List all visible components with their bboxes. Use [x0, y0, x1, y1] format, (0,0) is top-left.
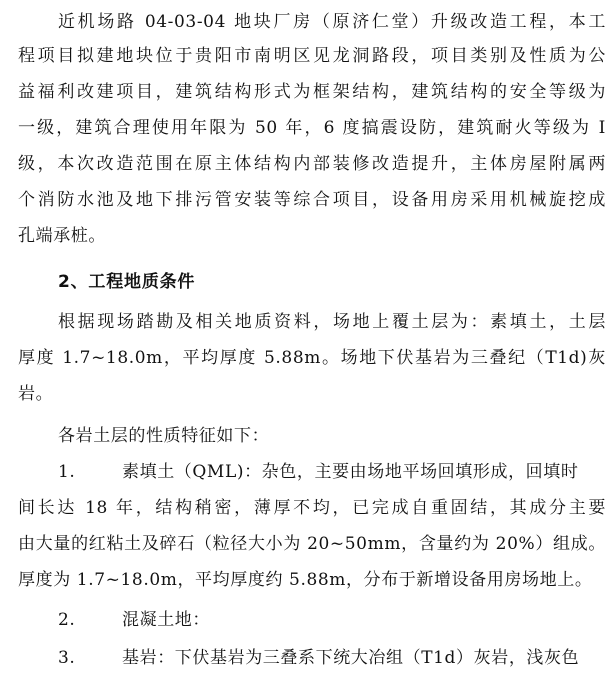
intro-line-2: 程项目拟建地块位于贵阳市南明区见龙洞路段，项目类别及性质为公 [18, 46, 606, 66]
intro-line-4: 一级，建筑合理使用年限为 50 年，6 度搞震设防，建筑耐火等级为 I [18, 118, 606, 138]
list-item-3 [58, 646, 606, 670]
intro-line-6: 个消防水池及地下排污管安装等综合项目，设备用房采用机械旋挖成 [18, 190, 606, 210]
survey-line-1: 根据现场踏勘及相关地质资料，场地上覆土层为：素填土，土层 [58, 312, 606, 332]
list-item-1-line-4: 厚度为 1.7~18.0m，平均厚度约 5.88m，分布于新增设备用房场地上。 [18, 570, 593, 590]
survey-line-2: 厚度 1.7~18.0m，平均厚度 5.88m。场地下伏基岩为三叠纪（T1d)灰 [18, 348, 606, 368]
list-item-text: 素填土（QML)：杂色，主要由场地平场回填形成，回填时 [122, 462, 579, 482]
list-item-1-line-3: 由大量的红粘土及碎石（粒径大小为 20~50mm，含量约为 20%）组成。 [18, 534, 606, 554]
survey-line-3: 岩。 [18, 384, 54, 404]
list-item-text: 基岩：下伏基岩为三叠系下统大冶组（T1d）灰岩，浅灰色 [122, 648, 580, 668]
list-item-1-first-line [58, 460, 606, 484]
list-item-text: 混凝土地： [122, 610, 210, 630]
list-item-number: 3. [58, 648, 76, 668]
list-item-2 [58, 608, 606, 632]
list-item-1-line-2: 间长达 18 年，结构稍密，薄厚不均，已完成自重固结，其成分主要 [18, 498, 606, 518]
intro-line-7: 孔端承桩。 [18, 226, 106, 246]
intro-line-3: 益福利改建项目，建筑结构形式为框架结构，建筑结构的安全等级为 [18, 82, 606, 102]
list-item-number: 1. [58, 462, 76, 482]
layers-intro: 各岩土层的性质特征如下： [58, 426, 270, 446]
intro-line-5: 级，本次改造范围在原主体结构内部装修改造提升，主体房屋附属两 [18, 154, 606, 174]
intro-line-1: 近机场路 04-03-04 地块厂房（原济仁堂）升级改造工程，本工 [58, 12, 606, 32]
section-heading: 2、工程地质条件 [58, 272, 196, 292]
list-item-number: 2. [58, 610, 76, 630]
